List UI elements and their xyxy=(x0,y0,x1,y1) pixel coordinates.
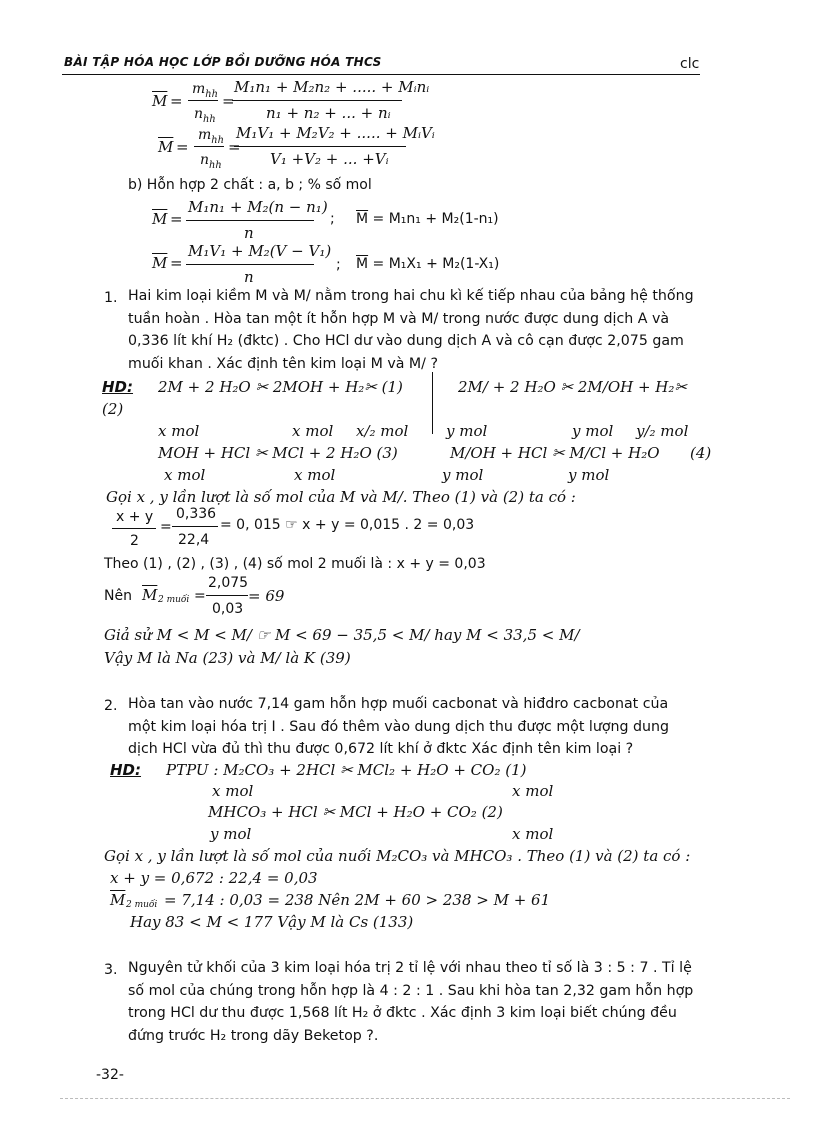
fraction-bar xyxy=(186,220,314,221)
solution-line: Gọi x , y lần lượt là số mol của nuối M₂CO₃ và MHCO₃ . Theo (1) và (2) ta có : xyxy=(104,847,691,865)
equals: = xyxy=(194,588,206,604)
solution-line: Giả sử M < M < M/ ☞ M < 69 − 35,5 < M/ hay M < 33,5 < M/ xyxy=(104,626,580,644)
problem-2-number: 2. xyxy=(104,698,118,714)
fraction-bar xyxy=(112,528,156,529)
problem-1-number: 1. xyxy=(104,290,118,306)
subscript: 2 muối xyxy=(126,900,158,910)
fraction-num: x + y xyxy=(116,509,154,525)
num-mhh: $m_{hh}$ xyxy=(192,81,218,100)
solution-line: = 69 xyxy=(248,587,285,605)
page-number: -32- xyxy=(96,1067,124,1083)
solution-line: Hay 83 < M < 177 Vậy M là Cs (133) xyxy=(130,913,414,931)
equals: = xyxy=(170,254,183,272)
equals: = xyxy=(160,519,172,535)
footer-divider xyxy=(60,1098,790,1099)
problem-3-number: 3. xyxy=(104,962,118,978)
denominator: n₁ + n₂ + ... + nᵢ xyxy=(266,104,391,122)
mol-label: x mol xyxy=(294,466,336,484)
equals: = xyxy=(170,92,183,110)
reaction-4-number: (4) xyxy=(690,444,712,462)
mol-label: x/₂ mol xyxy=(356,422,409,440)
m-bar: $\overline{M}$ xyxy=(152,210,168,228)
solution-line: x + y = 0,672 : 22,4 = 0,03 xyxy=(110,869,318,887)
fraction-bar xyxy=(206,595,248,596)
solution-line: Vậy M là Na (23) và M/ là K (39) xyxy=(104,649,351,667)
semicolon: ; xyxy=(330,211,335,227)
numerator: M₁n₁ + M₂(n − n₁) xyxy=(188,198,328,216)
header-right: clc xyxy=(680,56,700,72)
fraction-bar xyxy=(186,264,314,265)
solution-line: = 0, 015 ☞ x + y = 0,015 . 2 = 0,03 xyxy=(220,517,475,533)
den-nhh: $n_{hh}$ xyxy=(200,152,222,171)
reaction-2-number: (2) xyxy=(102,400,124,418)
denominator: n xyxy=(244,268,254,286)
formula-right: $\overline{M} = M_1n_1 + M_2(1-n_1)$ xyxy=(356,211,499,227)
m-bar: $\overline{M}$ xyxy=(152,92,168,110)
formula-right: $\overline{M} = M_1X_1 + M_2(1-X_1)$ xyxy=(356,256,500,272)
hd-label: HD: xyxy=(102,378,134,396)
num-mhh: $m_{hh}$ xyxy=(198,127,224,146)
fraction-bar xyxy=(194,146,224,147)
mol-label: y mol xyxy=(446,422,488,440)
header-divider xyxy=(62,74,700,75)
equals: = xyxy=(228,138,241,156)
hd-label: HD: xyxy=(110,761,142,779)
mol-label: x mol xyxy=(512,782,554,800)
numerator: M₁n₁ + M₂n₂ + ..... + Mᵢnᵢ xyxy=(234,78,430,96)
mol-label: y mol xyxy=(568,466,610,484)
subscript: 2 muối xyxy=(158,595,190,605)
reaction-1: 2M + 2 H₂O ✂ 2MOH + H₂✂ (1) xyxy=(158,378,403,396)
reaction-1: PTPU : M₂CO₃ + 2HCl ✂ MCl₂ + H₂O + CO₂ (1) xyxy=(166,761,527,779)
mol-label: x mol xyxy=(292,422,334,440)
den-nhh: $n_{hh}$ xyxy=(194,106,216,125)
solution-line: Nên xyxy=(104,588,132,604)
solution-line: Theo (1) , (2) , (3) , (4) số mol 2 muối là : x + y = 0,03 xyxy=(104,556,486,572)
column-divider xyxy=(432,372,433,434)
equals: = xyxy=(170,210,183,228)
fraction-bar xyxy=(234,146,406,147)
mol-label: x mol xyxy=(158,422,200,440)
fraction-den: 22,4 xyxy=(178,532,210,548)
problem-2-text: Hòa tan vào nước 7,14 gam hỗn hợp muối cacbonat và hiđdro cacbonat của một kim loại hóa trị I . Sau đó thêm vào dung dịch thu được một lượng dung dịch HCl vừa đủ thì thu được 0,672 lít khí ở đktc Xác định tên kim loại ? xyxy=(128,696,670,757)
problem-3-text: Nguyên tử khối của 3 kim loại hóa trị 2 tỉ lệ với nhau theo tỉ số là 3 : 5 : 7 . Tỉ lệ số mol của chúng trong hỗn hợp là 4 : 2 : 1 . Sau khi hòa tan 2,32 gam hỗn hợp trong HCl dư thu được 1,568 lít H₂ ở đktc . Xác định 3 kim loại biết chúng đều đứng trước H₂ trong dãy Beketop ?. xyxy=(128,960,694,1044)
fraction-den: 0,03 xyxy=(212,601,244,617)
fraction-num: 2,075 xyxy=(208,575,249,591)
reaction-3: MOH + HCl ✂ MCl + 2 H₂O (3) xyxy=(158,444,398,462)
solution-line: Gọi x , y lần lượt là số mol của M và M/. Theo (1) và (2) ta có : xyxy=(106,488,576,506)
problem-1-text: Hai kim loại kiềm M và M/ nằm trong hai chu kì kế tiếp nhau của bảng hệ thống tuần hoàn . Hòa tan một ít hỗn hợp M và M/ trong nước được dung dịch A và 0,336 lít khí H₂ (đktc) . Cho HCl dư vào dung dịch A và cô cạn được 2,075 gam muối khan . Xác định tên kim loại M và M/ ? xyxy=(128,288,694,372)
solution-line: = 7,14 : 0,03 = 238 Nên 2M + 60 > 238 > M + 61 xyxy=(164,891,551,909)
denominator: n xyxy=(244,224,254,242)
fraction-bar xyxy=(172,526,218,527)
section-b-heading: b) Hỗn hợp 2 chất : a, b ; % số mol xyxy=(128,177,372,193)
fraction-bar xyxy=(232,100,402,101)
numerator: M₁V₁ + M₂(V − V₁) xyxy=(188,242,332,260)
fraction-den: 2 xyxy=(130,533,139,549)
mol-label: y mol xyxy=(210,825,252,843)
header-title: BÀI TẬP HÓA HỌC LỚP BỒI DƯỠNG HÓA THCS xyxy=(64,55,382,69)
reaction-4: M/OH + HCl ✂ M/Cl + H₂O xyxy=(450,444,660,462)
m-bar: $\overline{M}$ xyxy=(142,586,158,604)
mol-label: x mol xyxy=(212,782,254,800)
mol-label: y/₂ mol xyxy=(636,422,689,440)
reaction-2: 2M/ + 2 H₂O ✂ 2M/OH + H₂✂ xyxy=(458,378,687,396)
denominator: V₁ +V₂ + ... +Vᵢ xyxy=(270,150,389,168)
mol-label: x mol xyxy=(164,466,206,484)
fraction-bar xyxy=(188,100,218,101)
mol-label: y mol xyxy=(442,466,484,484)
mol-label: x mol xyxy=(512,825,554,843)
m-bar: $\overline{M}$ xyxy=(110,891,126,909)
equals: = xyxy=(176,138,189,156)
numerator: M₁V₁ + M₂V₂ + ..... + MᵢVᵢ xyxy=(236,124,435,142)
m-bar: $\overline{M}$ xyxy=(158,138,174,156)
semicolon: ; xyxy=(336,257,341,273)
fraction-num: 0,336 xyxy=(176,506,217,522)
m-bar: $\overline{M}$ xyxy=(152,254,168,272)
mol-label: y mol xyxy=(572,422,614,440)
equals: = xyxy=(222,92,235,110)
reaction-2: MHCO₃ + HCl ✂ MCl + H₂O + CO₂ (2) xyxy=(208,803,503,821)
